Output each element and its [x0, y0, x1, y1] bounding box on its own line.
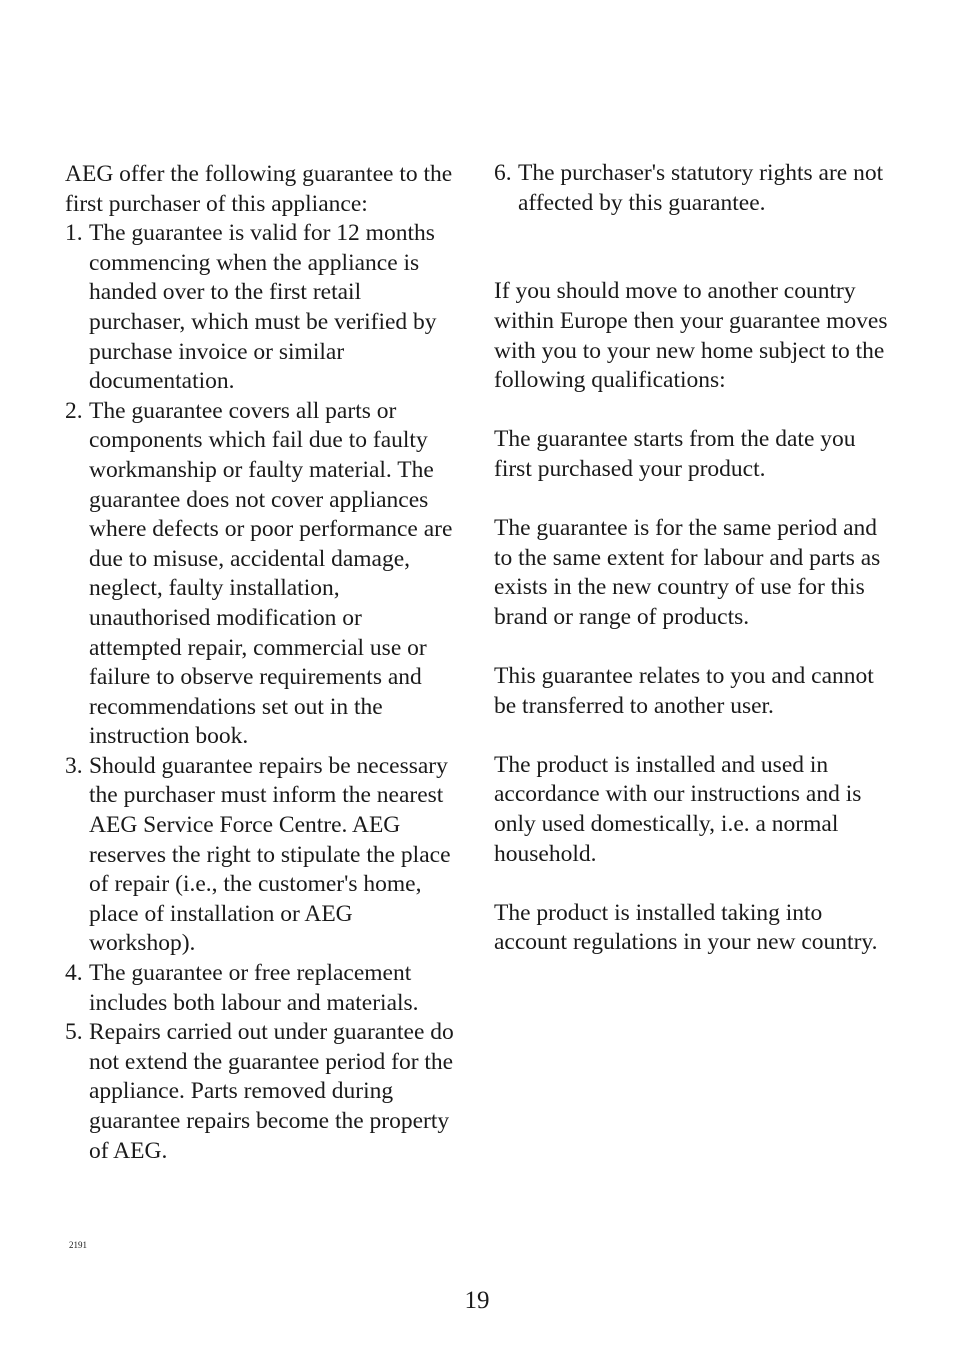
term-number: 3. — [65, 752, 83, 779]
term-text: The guarantee or free replacement includes both labour and materials. — [89, 960, 419, 1016]
term-number: 6. — [494, 160, 512, 186]
left-column — [65, 160, 457, 1166]
guarantee-term-1 — [65, 219, 457, 397]
term-number: 4. — [65, 960, 83, 987]
page-number: 19 — [464, 1287, 490, 1314]
spacer — [494, 633, 894, 663]
term-number: 2. — [65, 397, 83, 424]
relocation-condition-start-date: The guarantee starts from the date you first purchased your product. — [494, 426, 856, 482]
guarantee-term-3 — [65, 752, 457, 959]
spacer — [494, 396, 894, 426]
spacer — [494, 485, 894, 515]
spacer — [494, 721, 894, 751]
term-text: The guarantee is valid for 12 months commencing when the appliance is handed over to the first retail purchaser, which must be verified by purchase invoice or similar documentation. — [89, 220, 437, 395]
term-number: 5. — [65, 1019, 83, 1046]
relocation-condition-non-transferable: This guarantee relates to you and cannot be transferred to another user. — [494, 663, 874, 719]
guarantee-terms-list-continued — [494, 159, 894, 218]
right-column — [494, 159, 894, 958]
term-text: The guarantee covers all parts or components which fail due to faulty workmanship or faulty material. The guarantee does not cover appliances where defects or poor performance are due to misuse, accidental damage, neglect, faulty installation, unauthorised modification or attempted repair, commercial use or failure to observe requirements and recommendations set out in the instruction book. — [89, 397, 453, 750]
relocation-intro: If you should move to another country within Europe then your guarantee moves with you to your new home subject to the following qualifications: — [494, 278, 888, 394]
term-text: Should guarantee repairs be necessary the purchaser must inform the nearest AEG Service Force Centre. AEG reserves the right to stipulate the place of repair (i.e., the customer's home, place of installation or AEG workshop). — [89, 752, 451, 957]
relocation-condition-regulations: The product is installed taking into account regulations in your new country. — [494, 899, 878, 956]
guarantee-terms-list — [65, 219, 457, 1166]
term-number: 1. — [65, 220, 83, 247]
term-text: The purchaser's statutory rights are not affected by this guarantee. — [518, 160, 884, 216]
guarantee-intro: AEG offer the following guarantee to the first purchaser of this appliance: — [65, 161, 453, 217]
guarantee-term-2 — [65, 397, 457, 752]
term-text: Repairs carried out under guarantee do not extend the guarantee period for the appliance. Parts removed during guarantee repairs become the property of AEG. — [89, 1019, 454, 1164]
relocation-condition-domestic-use: The product is installed and used in accordance with our instructions and is only used domestically, i.e. a normal household. — [494, 751, 862, 867]
guarantee-term-4 — [65, 959, 457, 1018]
spacer — [494, 218, 894, 277]
guarantee-term-5 — [65, 1018, 457, 1166]
relocation-condition-period: The guarantee is for the same period and to the same extent for labour and parts as exists in the new country of use for this brand or range of products. — [494, 515, 881, 630]
document-code: 2191 — [69, 1240, 87, 1250]
guarantee-term-6 — [494, 159, 894, 218]
spacer — [494, 869, 894, 899]
